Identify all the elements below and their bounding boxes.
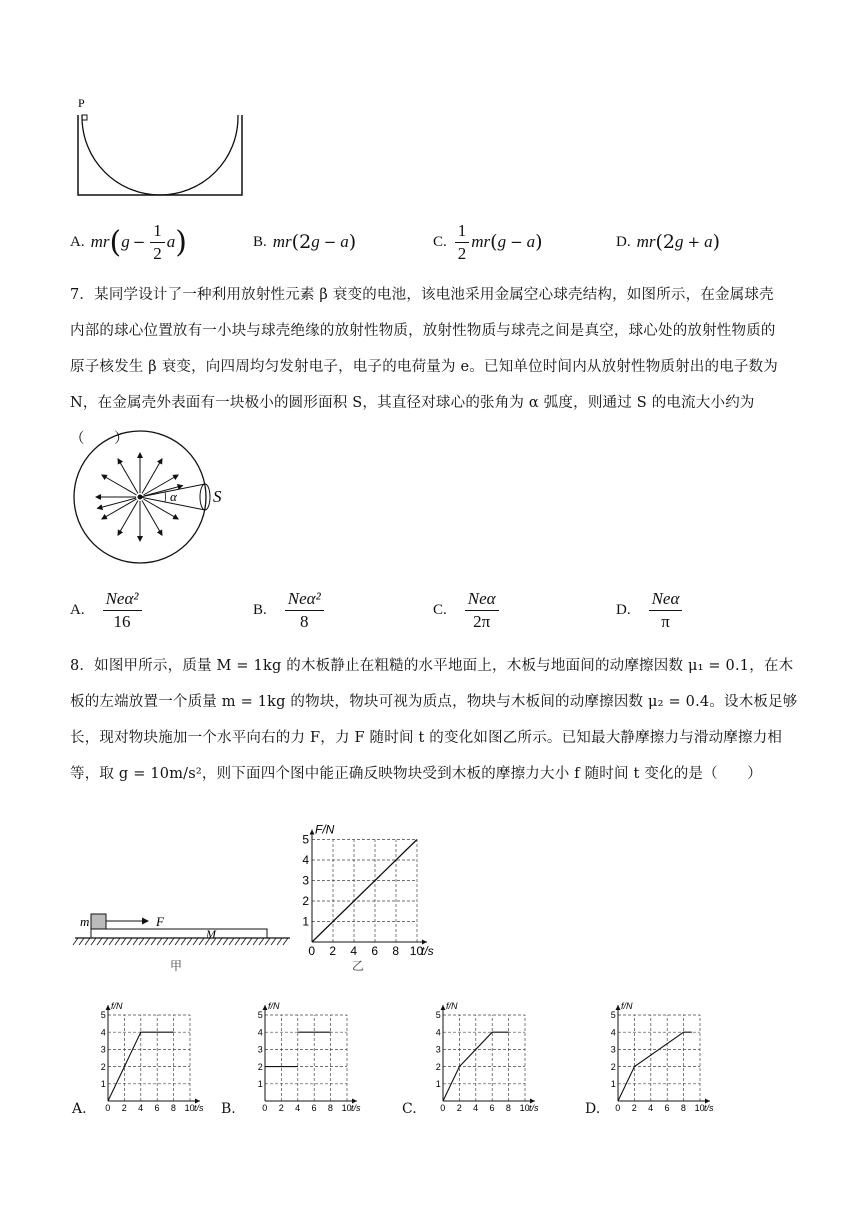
electron-ray (102, 499, 137, 519)
option-d-graph (600, 988, 740, 1113)
x-tick-label: 8 (680, 1103, 686, 1113)
x-tick-label: 2 (631, 1103, 637, 1113)
x-axis-label: t/s (194, 1103, 204, 1113)
q7-option-d[interactable] (616, 588, 684, 633)
y-tick-label: 5 (257, 1010, 263, 1021)
y-tick-label: 4 (610, 1027, 616, 1038)
frac-denominator: 2π (473, 612, 491, 631)
y-tick-label: 5 (610, 1010, 616, 1021)
y-axis-label: f/N (621, 1001, 633, 1011)
y-tick-label: 2 (435, 1061, 441, 1072)
frac-denominator: π (661, 612, 670, 631)
fig-yi-force-time-graph (290, 810, 450, 975)
q8-line-2: 板的左端放置一个质量 m = 1kg 的物块，物块可视为质点，物块与木板间的动摩擦因数 μ₂ = 0.4。设木板足够 (70, 694, 798, 710)
y-axis-label: F/N (315, 822, 335, 837)
x-tick-label: 10 (519, 1103, 530, 1113)
x-axis-label: t/s (529, 1103, 539, 1113)
q8-option-d-label[interactable]: D. (585, 1101, 601, 1117)
q6-option-c[interactable]: C. $\frac{1}{2}$ mr ( g − a ) (433, 220, 543, 263)
q8-question-text (70, 648, 800, 792)
frac-numerator: Neα² (285, 588, 324, 611)
option-label: A. (70, 602, 85, 618)
y-tick-label: 1 (257, 1078, 263, 1089)
q7-line-2: 内部的球心位置放有一小块与球壳绝缘的放射性物质，放射性物质与球壳之间是真空，球心处的放射性物质的 (70, 323, 776, 339)
fig-jia-caption: 甲 (170, 959, 183, 973)
y-axis-label: f/N (268, 1001, 280, 1011)
x-tick-label: 4 (350, 944, 358, 958)
q6-point-label: P (78, 96, 85, 110)
x-tick-label: 4 (295, 1103, 301, 1113)
q7-option-c[interactable] (433, 588, 501, 633)
y-tick-label: 2 (100, 1061, 106, 1072)
data-series-line (312, 840, 417, 943)
q8-option-b-label[interactable]: B. (221, 1101, 236, 1117)
x-tick-label: 0 (308, 944, 316, 958)
x-tick-label: 0 (440, 1103, 446, 1113)
x-tick-label: 8 (505, 1103, 511, 1113)
q8-line-3: 长，现对物块施加一个水平向右的力 F，力 F 随时间 t 的变化如图乙所示。已知最大静摩擦力与滑动摩擦力相 (70, 730, 783, 746)
q6-option-a[interactable]: A. mr ( g − $\frac{1}{2}$ a ) (70, 220, 188, 263)
x-tick-label: 8 (327, 1103, 333, 1113)
x-tick-label: 0 (262, 1103, 268, 1113)
y-tick-label: 3 (610, 1044, 616, 1055)
q7-option-a[interactable] (70, 588, 144, 633)
x-axis-label: t/s (704, 1103, 714, 1113)
x-tick-label: 6 (489, 1103, 495, 1113)
y-tick-label: 2 (302, 894, 310, 909)
y-tick-label: 2 (257, 1061, 263, 1072)
y-tick-label: 4 (100, 1027, 106, 1038)
electron-ray (118, 500, 138, 535)
y-tick-label: 5 (100, 1010, 106, 1021)
q6-option-b[interactable]: B. mr (2 g − a ) (253, 231, 357, 253)
y-tick-label: 3 (435, 1044, 441, 1055)
y-tick-label: 2 (610, 1061, 616, 1072)
x-axis-label: t/s (421, 944, 434, 958)
y-axis-label: f/N (446, 1001, 458, 1011)
x-tick-label: 0 (105, 1103, 111, 1113)
option-label: B. (253, 602, 267, 618)
frac-denominator: 8 (299, 612, 309, 631)
x-tick-label: 2 (456, 1103, 462, 1113)
option-label: C. (433, 602, 447, 618)
electron-ray (118, 459, 138, 494)
q6-bowl-figure (70, 95, 250, 200)
x-tick-label: 10 (341, 1103, 352, 1113)
x-tick-label: 10 (694, 1103, 705, 1113)
q8-option-c-label[interactable]: C. (402, 1101, 417, 1117)
frac-numerator: Neα (465, 588, 499, 611)
x-tick-label: 6 (371, 944, 379, 958)
x-tick-label: 6 (664, 1103, 670, 1113)
x-tick-label: 2 (121, 1103, 127, 1113)
x-tick-label: 4 (473, 1103, 479, 1113)
board-m-label: M (206, 927, 216, 941)
y-tick-label: 5 (435, 1010, 441, 1021)
option-a-graph (90, 988, 210, 1113)
q7-line-1: 7．某同学设计了一种利用放射性元素 β 衰变的电池，该电池采用金属空心球壳结构，如图所示，在金属球壳 (70, 287, 774, 303)
frac-denominator: 16 (113, 612, 131, 631)
x-tick-label: 6 (311, 1103, 317, 1113)
electron-ray (102, 475, 137, 495)
option-c-graph (425, 988, 545, 1113)
fig-yi-caption: 乙 (352, 959, 365, 973)
force-f-label: F (156, 914, 164, 929)
q8-line-1: 8．如图甲所示，质量 M = 1kg 的木板静止在粗糙的水平地面上，木板与地面间的动摩擦因数 μ₁ = 0.1，在木 (70, 658, 794, 674)
y-tick-label: 4 (257, 1027, 263, 1038)
y-tick-label: 3 (302, 873, 310, 888)
y-tick-label: 1 (610, 1078, 616, 1089)
q8-line-4: 等，取 g = 10m/s²，则下面四个图中能正确反映物块受到木板的摩擦力大小 f 随时间 t 变化的是（ ） (70, 766, 762, 782)
x-axis-label: t/s (351, 1103, 361, 1113)
option-label: B. (253, 233, 267, 250)
option-label: C. (433, 233, 447, 250)
x-tick-label: 6 (154, 1103, 160, 1113)
q6-option-d[interactable]: D. mr (2 g + a ) (616, 231, 721, 253)
frac-numerator: Neα² (103, 588, 142, 611)
x-tick-label: 8 (392, 944, 400, 958)
option-label: A. (70, 233, 85, 250)
y-tick-label: 1 (302, 914, 310, 929)
alpha-label: α (170, 489, 177, 504)
x-tick-label: 10 (184, 1103, 195, 1113)
y-tick-label: 4 (302, 853, 310, 868)
y-tick-label: 3 (257, 1044, 263, 1055)
y-tick-label: 4 (435, 1027, 441, 1038)
electron-ray (142, 500, 162, 535)
x-tick-label: 4 (138, 1103, 144, 1113)
block-m-label: m (80, 914, 90, 929)
q7-line-3: 原子核发生 β 衰变，向四周均匀发射电子，电子的电荷量为 e。已知单位时间内从放射性物质射出的电子数为 (70, 359, 778, 375)
option-label: D. (616, 233, 631, 250)
y-tick-label: 1 (435, 1078, 441, 1089)
x-tick-label: 2 (278, 1103, 284, 1113)
electron-ray (142, 459, 162, 494)
x-tick-label: 4 (648, 1103, 654, 1113)
q7-sphere-figure (70, 420, 240, 575)
option-b-graph (247, 988, 367, 1113)
q8-option-a-label[interactable]: A. (72, 1101, 87, 1117)
fig-jia-block-board (70, 900, 295, 978)
y-tick-label: 1 (100, 1078, 106, 1089)
option-label: D. (616, 602, 631, 618)
area-s-label: S (213, 487, 222, 506)
electron-ray (97, 498, 136, 508)
x-tick-label: 2 (329, 944, 337, 958)
q7-option-b[interactable] (253, 588, 326, 633)
x-tick-label: 10 (409, 944, 424, 958)
y-tick-label: 3 (100, 1044, 106, 1055)
x-tick-label: 8 (170, 1103, 176, 1113)
y-axis-label: f/N (111, 1001, 123, 1011)
q7-line-4: N，在金属壳外表面有一块极小的圆形面积 S，其直径对球心的张角为 α 弧度，则通过 S 的电流大小约为（ ） (70, 395, 755, 447)
x-tick-label: 0 (615, 1103, 621, 1113)
frac-numerator: Neα (649, 588, 683, 611)
y-tick-label: 5 (302, 832, 310, 847)
